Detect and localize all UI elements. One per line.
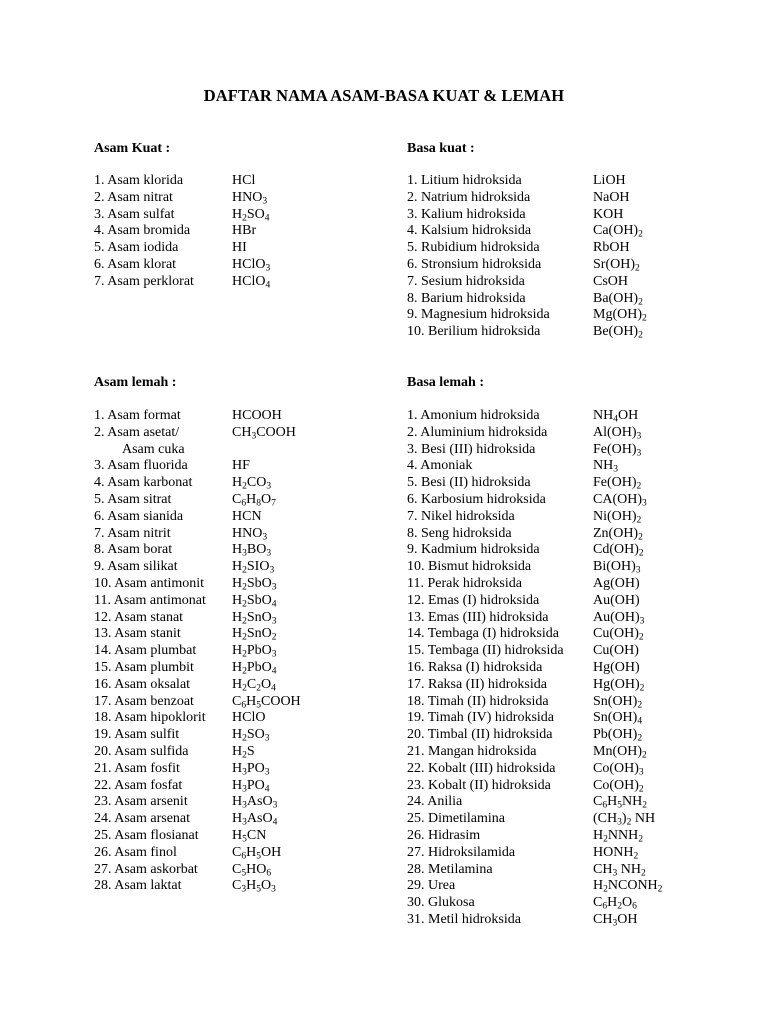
- item-name: 31. Metil hidroksida: [407, 911, 521, 927]
- list-item: [407, 173, 707, 190]
- item-name: 10. Asam antimonit: [94, 575, 205, 591]
- list-item: [407, 425, 707, 442]
- list-item: [94, 677, 384, 694]
- item-name: 2. Natrium hidroksida: [407, 189, 531, 205]
- item-name: 26. Asam finol: [94, 844, 177, 860]
- item-formula: CsOH: [593, 273, 629, 289]
- item-formula: $Sr(OH)_2$: [593, 256, 640, 274]
- item-formula: $H_3PO_4$: [232, 777, 270, 795]
- item-formula: $H_2S$: [232, 743, 255, 761]
- item-name: 2. Aluminium hidroksida: [407, 424, 548, 440]
- item-formula: $HONH_2$: [593, 844, 639, 862]
- list-item: [407, 744, 707, 761]
- item-name: 3. Besi (III) hidroksida: [407, 441, 536, 457]
- item-name: 7. Asam perklorat: [94, 273, 194, 289]
- list-item: [94, 744, 384, 761]
- heading-asam-lemah: Asam lemah :: [94, 375, 177, 390]
- item-formula: $H_3PO_3$: [232, 760, 270, 778]
- item-name: 26. Hidrasim: [407, 827, 481, 843]
- item-formula: $Co(OH)_3$: [593, 760, 644, 778]
- list-item: [94, 660, 384, 677]
- item-name: 5. Asam iodida: [94, 240, 179, 256]
- item-formula: $H_5CN$: [232, 827, 267, 845]
- item-name: 4. Amoniak: [407, 458, 473, 474]
- list-item: [94, 257, 384, 274]
- item-name: 2. Asam nitrat: [94, 189, 173, 205]
- item-formula: $Ba(OH)_2$: [593, 290, 643, 308]
- item-name: 18. Timah (II) hidroksida: [407, 693, 549, 709]
- list-item: [94, 492, 384, 509]
- list-item: [94, 610, 384, 627]
- list-item: [94, 694, 384, 711]
- item-name: 21. Mangan hidroksida: [407, 743, 537, 759]
- item-name: 11. Asam antimonat: [94, 592, 206, 608]
- list-item: [407, 257, 707, 274]
- item-formula: Au(OH): [593, 592, 640, 608]
- list-item: [407, 593, 707, 610]
- list-item: [94, 240, 384, 257]
- list-item: [94, 878, 384, 895]
- item-formula: $CH_3OH$: [593, 911, 638, 929]
- item-formula: $Al(OH)_3$: [593, 424, 642, 442]
- list-basa-kuat: [407, 173, 707, 341]
- item-name: 7. Asam nitrit: [94, 525, 171, 541]
- page-title: DAFTAR NAMA ASAM-BASA KUAT & LEMAH: [203, 86, 565, 105]
- list-item: [94, 458, 384, 475]
- list-item: [94, 173, 384, 190]
- list-item: [407, 324, 707, 341]
- list-basa-lemah: [407, 408, 707, 929]
- item-name: 2. Asam asetat/: [94, 424, 180, 440]
- item-name: 22. Kobalt (III) hidroksida: [407, 760, 556, 776]
- item-name: 16. Raksa (I) hidroksida: [407, 659, 543, 675]
- list-item: [407, 845, 707, 862]
- item-name: 25. Dimetilamina: [407, 811, 505, 827]
- item-name: 25. Asam flosianat: [94, 827, 199, 843]
- item-formula: $Hg(OH)_2$: [593, 676, 645, 694]
- item-formula: RbOH: [593, 240, 630, 256]
- list-item: [407, 492, 707, 509]
- item-formula: $H_3AsO_3$: [232, 794, 278, 811]
- list-item: [94, 710, 384, 727]
- item-name: 17. Raksa (II) hidroksida: [407, 676, 547, 692]
- list-item: [94, 811, 384, 828]
- item-name: 16. Asam oksalat: [94, 676, 191, 692]
- item-name: 9. Kadmium hidroksida: [407, 542, 540, 558]
- item-name: 10. Bismut hidroksida: [407, 559, 532, 575]
- list-item: [407, 828, 707, 845]
- item-name: 27. Asam askorbat: [94, 861, 198, 877]
- item-formula: $CH_3COOH$: [232, 424, 296, 442]
- item-name: 9. Magnesium hidroksida: [407, 307, 550, 323]
- item-formula: $CH_3$ $NH_2$: [593, 861, 646, 879]
- item-formula: $Cd(OH)_2$: [593, 542, 644, 560]
- item-name: 4. Asam bromida: [94, 223, 191, 239]
- item-name: 1. Litium hidroksida: [407, 173, 522, 188]
- list-item: [407, 626, 707, 643]
- item-formula: $H_2SIO_3$: [232, 559, 275, 576]
- item-formula: $Fe(OH)_2$: [593, 475, 642, 492]
- list-item: [94, 207, 384, 224]
- list-item: [94, 794, 384, 811]
- item-formula: $C_6H_2O_6$: [593, 895, 637, 912]
- list-item: [407, 794, 707, 811]
- list-item: [407, 878, 707, 895]
- item-formula: HF: [232, 458, 250, 474]
- list-item: [407, 240, 707, 257]
- list-item: [407, 778, 707, 795]
- item-formula: $Ni(OH)_2$: [593, 508, 642, 526]
- item-name: 7. Sesium hidroksida: [407, 273, 525, 289]
- item-name: 3. Asam sulfat: [94, 206, 175, 222]
- item-formula: $H_2C_2O_4$: [232, 676, 276, 694]
- item-formula: Ag(OH): [593, 575, 640, 591]
- list-item: [94, 862, 384, 879]
- item-name: 1. Asam format: [94, 408, 181, 423]
- list-item: [94, 408, 384, 425]
- item-name: 11. Perak hidroksida: [407, 575, 522, 591]
- item-name: 27. Hidroksilamida: [407, 844, 516, 860]
- item-formula: $C_6H_5OH$: [232, 844, 282, 862]
- list-item: [407, 458, 707, 475]
- item-name: 4. Kalsium hidroksida: [407, 223, 532, 239]
- item-formula: $Zn(OH)_2$: [593, 525, 643, 543]
- item-name: 5. Rubidium hidroksida: [407, 240, 540, 256]
- item-name: 30. Glukosa: [407, 895, 475, 911]
- list-item: [94, 559, 384, 576]
- item-name: 19. Timah (IV) hidroksida: [407, 710, 554, 726]
- item-formula: $H_2CO_3$: [232, 475, 272, 492]
- item-name: 10. Berilium hidroksida: [407, 324, 541, 340]
- item-name: 14. Tembaga (I) hidroksida: [407, 626, 559, 642]
- item-name: 6. Karbosium hidroksida: [407, 491, 546, 507]
- item-name: 21. Asam fosfit: [94, 760, 180, 776]
- list-item: [407, 761, 707, 778]
- item-formula: $H_2PbO_3$: [232, 643, 277, 660]
- list-item: [94, 425, 384, 442]
- item-formula: $NH_4OH$: [593, 408, 639, 425]
- item-formula: $H_2NNH_2$: [593, 827, 643, 845]
- list-item: [407, 274, 707, 291]
- item-formula: $H_2PbO_4$: [232, 659, 277, 677]
- list-item: [94, 526, 384, 543]
- list-item: [407, 190, 707, 207]
- list-item: [94, 593, 384, 610]
- list-item: [407, 559, 707, 576]
- item-name: 20. Timbal (II) hidroksida: [407, 727, 553, 743]
- item-formula: $Pb(OH)_2$: [593, 727, 643, 744]
- list-item: [407, 912, 707, 929]
- item-name: 12. Emas (I) hidroksida: [407, 592, 540, 608]
- list-item: [407, 442, 707, 459]
- item-name: 1. Amonium hidroksida: [407, 408, 540, 423]
- item-formula: $H_2SbO_4$: [232, 592, 277, 610]
- item-name: 6. Stronsium hidroksida: [407, 256, 542, 272]
- item-formula: HClO$_4$: [232, 273, 271, 291]
- list-item: [407, 207, 707, 224]
- list-item: [94, 727, 384, 744]
- item-formula: $HNO_3$: [232, 525, 268, 543]
- list-item: [407, 509, 707, 526]
- item-formula: KOH: [593, 206, 624, 222]
- list-item: [94, 845, 384, 862]
- item-name: 3. Asam fluorida: [94, 458, 188, 474]
- item-name: Asam cuka: [94, 441, 185, 457]
- list-item: [94, 190, 384, 207]
- item-formula: $HNO_3$: [232, 189, 268, 207]
- item-formula: HCN: [232, 508, 262, 524]
- list-item: [94, 475, 384, 492]
- item-formula: $C_6H_8O_7$: [232, 491, 276, 509]
- item-formula: $Mg(OH)_2$: [593, 307, 647, 325]
- item-formula: $Bi(OH)_3$: [593, 559, 641, 576]
- item-formula: $C_3H_5O_3$: [232, 878, 276, 895]
- item-formula: $CA(OH)_3$: [593, 491, 647, 509]
- item-formula: $Sn(OH)_2$: [593, 693, 643, 711]
- item-name: 8. Barium hidroksida: [407, 290, 526, 306]
- item-formula: $Au(OH)_3$: [593, 609, 645, 627]
- item-formula: $H_3BO_3$: [232, 542, 272, 560]
- item-name: 1. Asam klorida: [94, 173, 184, 188]
- item-formula: HClO: [232, 710, 266, 726]
- list-item: [94, 643, 384, 660]
- item-name: 13. Asam stanit: [94, 626, 181, 642]
- list-item: [94, 274, 384, 291]
- list-item: [94, 442, 384, 459]
- list-item: [94, 576, 384, 593]
- list-item: [407, 307, 707, 324]
- item-name: 24. Asam arsenat: [94, 811, 191, 827]
- item-formula: $H_2SnO_2$: [232, 626, 277, 644]
- list-item: [407, 475, 707, 492]
- item-formula: $Be(OH)_2$: [593, 324, 643, 341]
- item-formula: $C_6H_5NH_2$: [593, 794, 647, 811]
- item-formula: $C_6H_5COOH$: [232, 693, 301, 711]
- item-formula: $H_2SnO_3$: [232, 609, 277, 627]
- heading-basa-kuat: Basa kuat :: [407, 141, 475, 156]
- list-asam-lemah: [94, 408, 384, 895]
- list-item: [94, 778, 384, 795]
- item-name: 15. Tembaga (II) hidroksida: [407, 643, 564, 659]
- item-name: 12. Asam stanat: [94, 609, 184, 625]
- list-item: [407, 862, 707, 879]
- item-formula: HClO$_3$: [232, 256, 271, 274]
- item-name: 4. Asam karbonat: [94, 475, 193, 491]
- list-item: [407, 408, 707, 425]
- item-name: 17. Asam benzoat: [94, 693, 194, 709]
- item-formula: $H_3AsO_4$: [232, 811, 278, 828]
- item-name: 24. Anilia: [407, 794, 463, 810]
- item-name: 23. Kobalt (II) hidroksida: [407, 777, 551, 793]
- list-item: [94, 509, 384, 526]
- item-name: 22. Asam fosfat: [94, 777, 183, 793]
- item-formula: $(CH_3)_2$ NH: [593, 811, 656, 828]
- heading-basa-lemah: Basa lemah :: [407, 375, 484, 390]
- list-item: [407, 223, 707, 240]
- item-name: 7. Nikel hidroksida: [407, 508, 515, 524]
- item-formula: $Fe(OH)_3$: [593, 441, 642, 459]
- list-asam-kuat: [94, 173, 384, 291]
- list-item: [407, 291, 707, 308]
- list-item: [407, 542, 707, 559]
- item-formula: $H_2NCONH_2$: [593, 878, 663, 895]
- item-formula: $H_2SO_3$: [232, 727, 270, 744]
- item-name: 14. Asam plumbat: [94, 643, 197, 659]
- item-formula: $H_2SO_4$: [232, 206, 270, 224]
- item-formula: $Cu(OH)_2$: [593, 626, 644, 644]
- list-item: [407, 610, 707, 627]
- item-name: 6. Asam sianida: [94, 508, 184, 524]
- item-name: 5. Asam sitrat: [94, 491, 172, 507]
- item-formula: Cu(OH): [593, 643, 639, 659]
- item-formula: HBr: [232, 223, 257, 239]
- item-formula: $Mn(OH)_2$: [593, 743, 647, 761]
- list-item: [94, 626, 384, 643]
- item-name: 29. Urea: [407, 878, 456, 894]
- list-item: [94, 223, 384, 240]
- list-item: [407, 576, 707, 593]
- list-item: [94, 542, 384, 559]
- item-formula: Hg(OH): [593, 659, 640, 675]
- item-name: 20. Asam sulfida: [94, 743, 189, 759]
- list-item: [407, 677, 707, 694]
- list-item: [407, 643, 707, 660]
- item-formula: LiOH: [593, 173, 626, 188]
- list-item: [407, 694, 707, 711]
- item-formula: HCl: [232, 173, 256, 188]
- list-item: [407, 895, 707, 912]
- list-item: [407, 727, 707, 744]
- item-formula: $C_5HO_6$: [232, 861, 272, 879]
- item-name: 5. Besi (II) hidroksida: [407, 475, 531, 491]
- item-formula: HCOOH: [232, 408, 282, 423]
- item-name: 18. Asam hipoklorit: [94, 710, 206, 726]
- item-formula: $Co(OH)_2$: [593, 777, 644, 795]
- item-name: 28. Metilamina: [407, 861, 493, 877]
- item-formula: $NH_3$: [593, 458, 618, 476]
- list-item: [94, 761, 384, 778]
- list-item: [407, 660, 707, 677]
- list-item: [94, 828, 384, 845]
- item-name: 8. Seng hidroksida: [407, 525, 512, 541]
- list-item: [407, 526, 707, 543]
- item-name: 19. Asam sulfit: [94, 727, 180, 743]
- item-name: 3. Kalium hidroksida: [407, 206, 526, 222]
- item-formula: HI: [232, 240, 247, 256]
- item-formula: $H_2SbO_3$: [232, 575, 277, 593]
- heading-asam-kuat: Asam Kuat :: [94, 141, 171, 156]
- item-name: 6. Asam klorat: [94, 256, 177, 272]
- list-item: [407, 811, 707, 828]
- item-formula: $Sn(OH)_4$: [593, 710, 643, 727]
- item-name: 13. Emas (III) hidroksida: [407, 609, 549, 625]
- item-formula: NaOH: [593, 189, 630, 205]
- item-name: 23. Asam arsenit: [94, 794, 188, 810]
- item-name: 28. Asam laktat: [94, 878, 182, 894]
- item-name: 9. Asam silikat: [94, 559, 178, 575]
- list-item: [407, 710, 707, 727]
- item-formula: $Ca(OH)_2$: [593, 223, 643, 241]
- item-name: 8. Asam borat: [94, 542, 173, 558]
- item-name: 15. Asam plumbit: [94, 659, 194, 675]
